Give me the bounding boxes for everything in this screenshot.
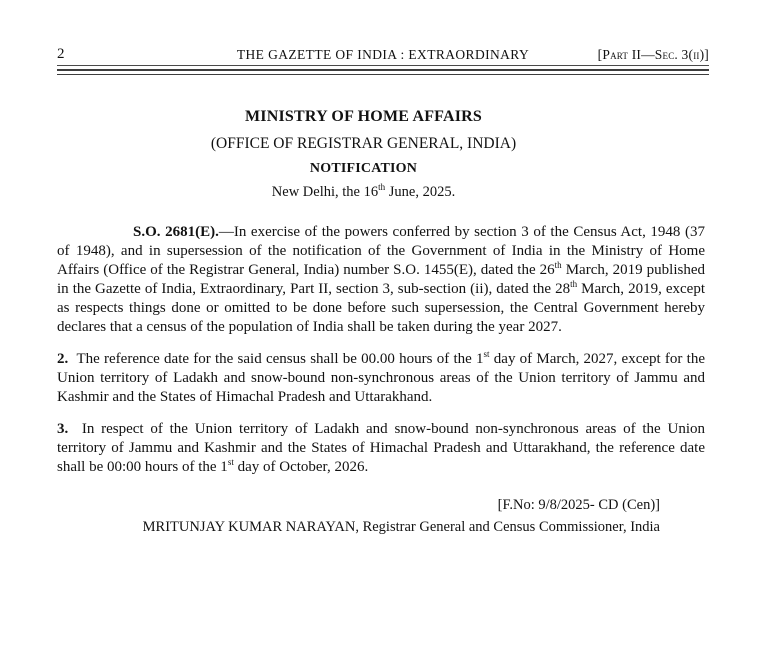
part-section-label: [Part II—Sec. 3(ii)] — [597, 47, 709, 62]
office-heading: (OFFICE OF REGISTRAR GENERAL, INDIA) — [210, 135, 517, 152]
header-row — [57, 46, 709, 66]
paragraph-3: 3. In respect of the Union territory of Ladakh and snow-bound non-synchronous areas of the Union territory of Jammu and Kashmir and the States of Himachal Pradesh and Uttarakhand, the reference date shall be 00:00 hours of the 1st day of October, 2026. — [57, 421, 705, 475]
page-number: 2 — [57, 46, 65, 62]
notification-body — [0, 108, 758, 536]
signatory-line: MRITUNJAY KUMAR NARAYAN, Registrar General and Census Commissioner, India — [142, 519, 660, 535]
ministry-heading: MINISTRY OF HOME AFFAIRS — [245, 108, 482, 125]
notification-heading: NOTIFICATION — [309, 161, 418, 176]
file-number: [F.No: 9/8/2025- CD (Cen)] — [497, 497, 660, 513]
paragraph-so-order: S.O. 2681(E).—In exercise of the powers conferred by section 3 of the Census Act, 1948 (37 of 1948), and in supersession of the notification of the Government of India in the Ministry of Home Affairs (Office of the Registrar General, India) number S.O. 1455(E), dated the 26th March, 2019 published in the Gazette of India, Extraordinary, Part II, section 3, sub-section (ii), dated the 28th March, 2019, except as respects things done or omitted to be done before such supersession, the Central Government hereby declares that a census of the population of India shall be taken during the year 2027. — [57, 224, 706, 335]
dateline: New Delhi, the 16th June, 2025. — [271, 182, 456, 200]
paragraph-2: 2. The reference date for the said census shall be 00.00 hours of the 1st day of March, 2027, except for the Union territory of Ladakh and snow-bound non-synchronous areas of the Union territory of Jammu and Kashmir and the States of Himachal Pradesh and Uttarakhand. — [57, 349, 705, 405]
gazette-title: THE GAZETTE OF INDIA : EXTRAORDINARY — [236, 47, 530, 62]
page-header — [57, 46, 709, 75]
header-double-rule — [57, 69, 709, 75]
